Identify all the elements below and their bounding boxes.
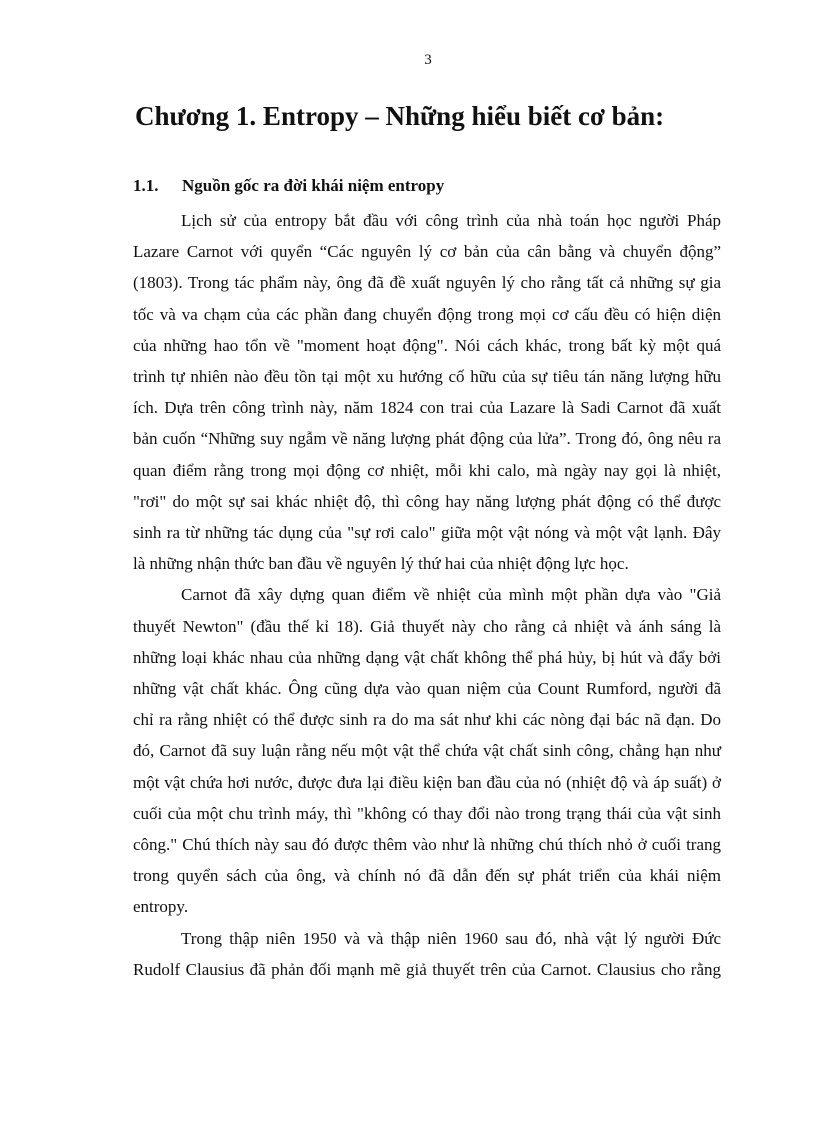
text-line: quan điểm rằng trong mọi động cơ nhiệt, mỗi khi calo, mà ngày nay gọi là nhiệt,	[133, 460, 721, 480]
section-title: Nguồn gốc ra đời khái niệm entropy	[182, 176, 445, 195]
text-line: những vật chất khác. Ông cũng dựa vào quan niệm của Count Rumford, người đã	[133, 679, 721, 699]
text-line: đó, Carnot đã suy luận rằng nếu một vật thể chứa vật chất sinh công, chẳng hạn như	[133, 741, 721, 761]
section-number: 1.1.	[133, 176, 159, 195]
text-line: thuyết Newton" (đầu thế kỉ 18). Giả thuyết này cho rằng cả nhiệt và ánh sáng là	[133, 616, 721, 636]
text-line: chỉ ra rằng nhiệt có thể được sinh ra do ma sát như khi các nòng đại bác nã đạn. Do	[133, 710, 721, 730]
text-line: tốc và va chạm của các phần đang chuyển động trong mọi cơ cấu đều có hiện diện	[133, 304, 721, 324]
text-line: là những nhận thức ban đầu về nguyên lý thứ hai của nhiệt động lực học.	[133, 554, 629, 574]
text-line: Carnot đã xây dựng quan điểm về nhiệt của mình một phần dựa vào "Giả	[181, 585, 721, 605]
text-line: entropy.	[133, 897, 189, 917]
text-line: (1803). Trong tác phẩm này, ông đã đề xuất nguyên lý cho rằng tất cả những sự gia	[133, 273, 721, 293]
paragraph-3	[133, 923, 721, 985]
text-line: công." Chú thích này sau đó được thêm vào như là những chú thích nhỏ ở cuối trang	[133, 835, 721, 855]
text-line: trong quyển sách của ông, và chính nó đã dẫn đến sự phát triển của khái niệm	[133, 866, 721, 886]
text-line: một vật chứa hơi nước, được đưa lại điều kiện ban đầu của nó (nhiệt độ và áp suất) ở	[133, 772, 721, 792]
chapter-title: Chương 1. Entropy – Những hiểu biết cơ bản:	[135, 101, 665, 131]
paragraph-2	[133, 579, 721, 922]
body-text	[133, 205, 721, 985]
text-line: trình tự nhiên nào đều tồn tại một xu hướng cố hữu của sự tiêu tán năng lượng hữu	[133, 367, 721, 387]
section-heading	[133, 174, 733, 198]
text-line: sinh ra từ những tác dụng của "sự rơi calo" giữa một vật nóng và một vật lạnh. Đây	[133, 523, 721, 543]
text-line: ích. Dựa trên công trình này, năm 1824 con trai của Lazare là Sadi Carnot đã xuất	[133, 398, 721, 418]
text-line: cuối của một chu trình máy, thì "không có thay đổi nào trong trạng thái của vật sinh	[133, 803, 721, 823]
text-line: Trong thập niên 1950 và và thập niên 1960 sau đó, nhà vật lý người Đức	[181, 928, 721, 948]
text-line: "rơi" do một sự sai khác nhiệt độ, thì công hay năng lượng phát động có thể được	[133, 491, 721, 511]
page-number: 3	[424, 52, 432, 68]
text-line: bản cuốn “Những suy ngẫm về năng lượng phát động của lửa”. Trong đó, ông nêu ra	[133, 429, 721, 449]
text-line: Rudolf Clausius đã phản đối mạnh mẽ giả thuyết trên của Carnot. Clausius cho rằng	[133, 959, 721, 979]
text-line: Lịch sử của entropy bắt đầu với công trình của nhà toán học người Pháp	[181, 211, 721, 230]
text-line: của những hao tổn về "moment hoạt động". Nói cách khác, trong bất kỳ một quá	[133, 335, 721, 355]
text-line: Lazare Carnot với quyển “Các nguyên lý cơ bản của cân bằng và chuyển động”	[133, 242, 721, 262]
text-line: những loại khác nhau của những dạng vật chất không thể phá hủy, bị hút và đẩy bởi	[133, 647, 721, 667]
paragraph-1	[133, 205, 721, 579]
